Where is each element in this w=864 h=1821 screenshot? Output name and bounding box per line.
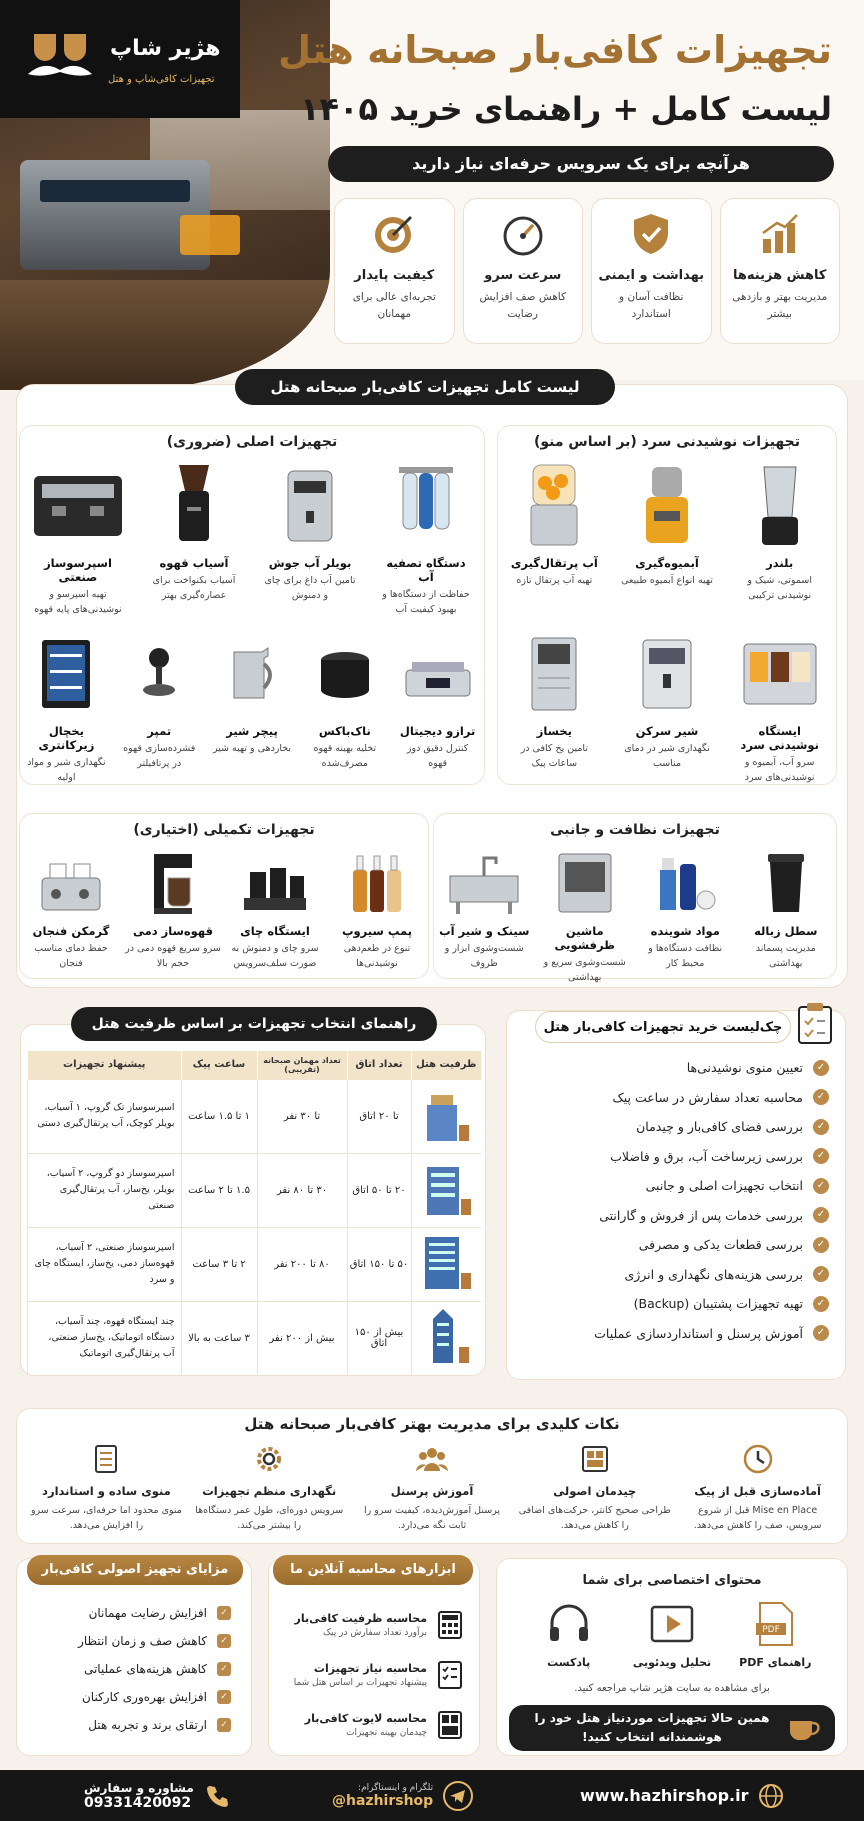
gear-icon (253, 1443, 285, 1475)
equipment-item[interactable]: تمپر فشرده‌سازی قهوه در پرتافیلتر (119, 626, 199, 785)
check-icon: ✓ (813, 1207, 829, 1223)
header (0, 0, 864, 380)
layout-calculator[interactable]: محاسبه لایوت کافی‌بار چیدمان بهینه تجهیزات (267, 1703, 463, 1747)
social-label: تلگرام و اینستاگرام: (358, 1782, 434, 1793)
table-row: ۲۰ تا ۵۰ اتاق ۳۰ تا ۸۰ نفر ۱.۵ تا ۲ ساعت اسپرسوساز دو گروپ، ۲ آسیاب، بویلر، یخ‌ساز، آب پرتقال‌گیری صنعتی (28, 1153, 482, 1227)
equipment-item[interactable]: بلندر اسموتی، شیک و نوشیدنی ترکیبی (732, 458, 828, 603)
list-item: ✓ بررسی فضای کافی‌بار و چیدمان (521, 1112, 829, 1142)
cold-drinks-group: تجهیزات نوشیدنی سرد (بر اساس منو) بلندر اسموتی، شیک و نوشیدنی ترکیبی آبمیوه‌گیری تهیه انواع آبمیوه طبیعی آب پرتقال‌گیری تهیه آب پرتقال تازه ایستگاه نوشیدنی سرد سرو آب، آبمیوه و نوشیدنی‌های سرد شیر سرکن نگهداری شیر در دمای مناسب یخساز تامین یخ کافی در ساعات پیک (497, 425, 837, 785)
cold-drink-station-icon (740, 634, 820, 714)
list-item: ✓ انتخاب تجهیزات اصلی و جانبی (521, 1171, 829, 1201)
equipment-item[interactable]: آبمیوه‌گیری تهیه انواع آبمیوه طبیعی (619, 458, 715, 603)
benefits-row (334, 198, 840, 344)
juicer-icon (634, 461, 700, 551)
drip-coffee-maker-icon (148, 850, 198, 916)
phone-icon (204, 1783, 230, 1809)
dishwasher-icon (555, 850, 615, 916)
tips-title: نکات کلیدی برای مدیریت بهتر کافی‌بار صبحانه هتل (244, 1415, 620, 1433)
medium-hotel-icon (419, 1159, 473, 1219)
pdf-icon (752, 1601, 798, 1647)
cup-warmer-icon (36, 850, 106, 916)
check-icon: ✓ (813, 1325, 829, 1341)
under-counter-fridge-icon (38, 636, 94, 712)
check-icon: ✓ (813, 1237, 829, 1253)
list-item: ✓ تعیین منوی نوشیدنی‌ها (521, 1053, 829, 1083)
table-row: تا ۲۰ اتاق تا ۳۰ نفر ۱ تا ۱.۵ ساعت اسپرسوساز تک گروپ، ۱ آسیاب، بویلر کوچک، آب پرتقال‌گیری دستی (28, 1079, 482, 1153)
brand-logo[interactable] (0, 0, 240, 118)
layout-icon (579, 1443, 611, 1475)
coffee-cup-icon (787, 1713, 821, 1743)
equipment-item[interactable]: پمپ سیروپ تنوع در طعم‌دهی نوشیدنی‌ها (329, 844, 425, 971)
benefit-card: بهداشت و ایمنی نظافت آسان و استاندارد (591, 198, 712, 344)
clock-icon (742, 1443, 774, 1475)
orange-juicer-icon (521, 461, 587, 551)
knock-box-icon (315, 644, 375, 704)
key-tips (16, 1408, 848, 1544)
speedometer-icon (500, 211, 546, 257)
video-analysis-link[interactable]: تحلیل ویدئویی (627, 1601, 717, 1669)
tip-card: منوی ساده و استاندارد منوی محدود اما حرفه‌ای، سرعت سرو را افزایش می‌دهد. (28, 1443, 184, 1533)
brand-tagline: تجهیزات کافی‌شاپ و هتل (108, 74, 215, 85)
equipment-list-section (16, 378, 848, 988)
list-item: ✓ ارتقای برند و تجربه هتل (78, 1711, 231, 1739)
list-item: ✓ بررسی قطعات یدکی و مصرفی (521, 1230, 829, 1260)
equipment-item[interactable]: آب پرتقال‌گیری تهیه آب پرتقال تازه (506, 458, 602, 603)
svg-text:PDF: PDF (762, 1625, 781, 1635)
telegram-icon (443, 1781, 473, 1811)
tools-title: ابزارهای محاسبه آنلاین ما (273, 1555, 473, 1585)
water-filter-icon (393, 461, 459, 551)
grid-calc-icon (437, 1710, 463, 1740)
staff-icon (416, 1443, 448, 1475)
detergent-icon (652, 850, 718, 916)
equipment-item[interactable]: آسیاب قهوه آسیاب بکنواخت برای عصاره‌گیری بهتر (146, 458, 242, 617)
list-section-title: لیست کامل تجهیزات کافی‌بار صبحانه هتل (235, 369, 615, 405)
list-item: ✓ بررسی هزینه‌های نگهداری و انرژی (521, 1260, 829, 1290)
check-icon: ✓ (813, 1296, 829, 1312)
brand-name: هژیر شاپ (110, 36, 221, 61)
list-item: ✓ کاهش صف و زمان انتظار (78, 1627, 231, 1655)
equipment-item[interactable]: سطل زباله مدیریت پسماند بهداشتی (738, 844, 834, 985)
table-row: ۵۰ تا ۱۵۰ اتاق ۸۰ تا ۲۰۰ نفر ۲ تا ۳ ساعت اسپرسوساز صنعتی، ۲ آسیاب، قهوه‌ساز دمی، یخ‌ساز، ایستگاه چای و سرد (28, 1227, 482, 1301)
menu-list-icon (90, 1443, 122, 1475)
mustache-cup-icon (24, 28, 96, 88)
page-subtitle: لیست کامل + راهنمای خرید ۱۴۰۵ (299, 90, 832, 128)
checklist-title: چک‌لیست خرید تجهیزات کافی‌بار هتل (535, 1011, 791, 1043)
website-link[interactable] (580, 1770, 784, 1821)
list-item: ✓ محاسبه تعداد سفارش در ساعت پیک (521, 1083, 829, 1113)
blender-icon (750, 461, 810, 551)
play-icon (649, 1601, 695, 1647)
list-item: ✓ تهیه تجهیزات پشتیبان (Backup) (521, 1289, 829, 1319)
equipment-item[interactable]: بویلر آب جوش تامین آب داغ برای چای و دمنوش (262, 458, 358, 617)
equipment-item[interactable]: ترازو دیجیتال کنترل دقیق دوز قهوه (398, 626, 478, 785)
equipment-item[interactable]: سینک و شیر آب شست‌وشوی ابزار و ظروف (436, 844, 532, 985)
equipment-item[interactable]: شیر سرکن نگهداری شیر در دمای مناسب (619, 626, 715, 785)
phone-link[interactable] (84, 1770, 230, 1821)
capacity-table: ظرفیت هتل تعداد اتاق تعداد مهمان صبحانه (تقریبی) ساعت پیک پیشنهاد تجهیزات تا ۲۰ اتاق تا ۳۰ نفر ۱ تا ۱.۵ ساعت اسپرسوساز تک گروپ، ۱ آسیاب، بویلر کوچک، آب پرتقال‌گیری دستی ۲۰ تا ۵۰ اتاق ۳۰ تا ۸۰ نفر ۱.۵ تا ۲ ساعت اسپرسوساز دو گروپ، ۲ آسیاب، بویلر، یخ‌ساز، آب پرتقال‌گیری صنعتی ۵۰ تا ۱۵۰ اتاق ۸۰ تا ۲۰۰ نفر ۲ تا ۳ ساعت اسپرسوساز صنعتی، ۲ آسیاب، قهوه‌ساز دمی، یخ‌ساز، ایستگاه چای و سرد بیش از ۱۵۰ اتاق بیش از ۲۰۰ نفر ۳ ساعت به بالا چند ایستگاه قهوه، چند آسیاب، دستگاه اتوماتیک، یخ‌ساز صنعتی، آب پرتقال‌گیری اتوماتیک (27, 1051, 481, 1375)
headphones-icon (546, 1601, 592, 1647)
milk-pitcher-icon (222, 644, 282, 704)
check-icon: ✓ (813, 1266, 829, 1282)
equipment-need-calculator[interactable]: محاسبه نیاز تجهیزات پیشنهاد تجهیزات بر اساس هتل شما (267, 1653, 463, 1697)
cleaning-group: تجهیزات نظافت و جانبی سطل زباله مدیریت پسماند بهداشتی مواد شوینده نظافت دستگاه‌ها و محیط کار ماشین ظرفشویی شست‌وشوی سریع و بهداشتی سینک و شیر آب شست‌وشوی ابزار و ظروف (433, 813, 837, 979)
equipment-item[interactable]: قهوه‌ساز دمی سرو سریع قهوه دمی در حجم بالا (125, 844, 221, 971)
check-icon: ✓ (813, 1060, 829, 1076)
capacity-calculator[interactable]: محاسبه ظرفیت کافی‌بار برآورد تعداد سفارش در پیک (267, 1603, 463, 1647)
equipment-item[interactable]: گرمکن فنجان حفظ دمای مناسب فنجان (23, 844, 119, 971)
trash-bin-icon (764, 850, 808, 916)
checklist-items (521, 1053, 829, 1348)
website-url: www.hazhirshop.ir (580, 1786, 749, 1805)
check-icon: ✓ (813, 1119, 829, 1135)
shield-check-icon (628, 211, 674, 257)
tagline-bar: هرآنچه برای یک سرویس حرفه‌ای نیاز دارید (328, 146, 834, 182)
target-icon (371, 211, 417, 257)
advantages-title: مزایای تجهیز اصولی کافی‌بار (27, 1555, 243, 1585)
pdf-guide-link[interactable]: PDF راهنمای PDF (730, 1601, 820, 1669)
social-handle: @hazhirshop (332, 1792, 434, 1809)
ice-maker-icon (526, 634, 582, 714)
tea-station-icon (240, 850, 310, 916)
equipment-item[interactable]: دستگاه تصفیه آب حفاظت از دستگاه‌ها و بهبود کیفیت آب (378, 458, 474, 617)
check-icon: ✓ (217, 1662, 231, 1676)
benefit-card: کیفیت پایدار تجربه‌ای عالی برای مهمانان (334, 198, 455, 344)
checklist-calc-icon (437, 1660, 463, 1690)
digital-scale-icon (402, 644, 474, 704)
tip-card: نگهداری منظم تجهیزات سرویس دوره‌ای، طول عمر دستگاه‌ها را بیشتر می‌کند. (191, 1443, 347, 1533)
large-hotel-icon (419, 1233, 473, 1293)
equipment-item[interactable]: یخساز تامین یخ کافی در ساعات پیک (506, 626, 602, 785)
coffee-grinder-icon (169, 461, 219, 551)
milk-dispenser-icon (635, 634, 699, 714)
check-icon: ✓ (217, 1606, 231, 1620)
check-icon: ✓ (217, 1634, 231, 1648)
check-icon: ✓ (217, 1718, 231, 1732)
list-item: ✓ بررسی خدمات پس از فروش و گارانتی (521, 1201, 829, 1231)
purchase-checklist (506, 1010, 846, 1380)
equipment-item[interactable]: مواد شوینده نظافت دستگاه‌ها و محیط کار (637, 844, 733, 985)
globe-icon (758, 1783, 784, 1809)
list-item: ✓ کاهش هزینه‌های عملیاتی (78, 1655, 231, 1683)
benefit-card: کاهش هزینه‌ها مدیریت بهتر و بازدهی بیشتر (720, 198, 841, 344)
contact-label: مشاوره و سفارش (84, 1780, 194, 1795)
exclusive-content-card: محتوای اختصاصی برای شما PDF راهنمای PDF تحلیل ویدئویی پادکست برای مشاهده به سایت هژیر شاپ مراجعه کنید. همین حالا تجهیزات موردنیاز هتل خود را هوشمندانه انتخاب کنید! (496, 1558, 848, 1756)
chart-bars-icon (757, 211, 803, 257)
phone-number: 09331420092 (84, 1794, 192, 1811)
list-item: ✓ آموزش پرسنل و استانداردسازی عملیات (521, 1319, 829, 1349)
social-link[interactable] (332, 1770, 473, 1821)
capacity-guide (20, 1016, 486, 1376)
guide-title: راهنمای انتخاب تجهیزات بر اساس ظرفیت هتل (71, 1007, 437, 1041)
boiler-icon (280, 461, 340, 551)
podcast-link[interactable]: پادکست (524, 1601, 614, 1669)
advantages-card (16, 1558, 252, 1756)
main-equipment-group: تجهیزات اصلی (ضروری) دستگاه تصفیه آب حفاظت از دستگاه‌ها و بهبود کیفیت آب بویلر آب جوش تامین آب داغ برای چای و دمنوش آسیاب قهوه آسیاب بکنواخت برای عصاره‌گیری بهتر اسپرسوساز صنعتی تهیه اسپرسو و نوشیدنی‌های پایه قهوه ترازو دیجیتال کنترل دقیق دوز قهوه ناک‌باکس تخلیه بهینه قهوه مصرف‌شده پیچر شیر بخاردهی و تهیه شیر تمپر فشرده‌سازی قهوه در پرتافیلتر یخچال زیرکانتری نگهداری شیر و مواد اولیه (19, 425, 485, 785)
extra-equipment-group: تجهیزات تکمیلی (اختیاری) پمپ سیروپ تنوع در طعم‌دهی نوشیدنی‌ها ایستگاه چای سرو چای و دمنوش به صورت سلف‌سرویس قهوه‌ساز دمی سرو سریع قهوه دمی در حجم بالا گرمکن فنجان حفظ دمای مناسب فنجان (19, 813, 429, 979)
espresso-machine-icon (30, 466, 126, 546)
cta-banner[interactable]: همین حالا تجهیزات موردنیاز هتل خود را هوشمندانه انتخاب کنید! (509, 1705, 835, 1751)
tamper-icon (134, 644, 184, 704)
equipment-item[interactable]: ناک‌باکس تخلیه بهینه قهوه مصرف‌شده (305, 626, 385, 785)
tip-card: آماده‌سازی قبل از پیک Mise en Place قبل از شروع سرویس، صف را کاهش می‌دهد. (680, 1443, 836, 1533)
benefit-card: سرعت سرو کاهش صف افزایش رضایت (463, 198, 584, 344)
check-icon: ✓ (813, 1178, 829, 1194)
equipment-item[interactable]: اسپرسوساز صنعتی تهیه اسپرسو و نوشیدنی‌های پایه قهوه (30, 458, 126, 617)
calculator-icon (437, 1610, 463, 1640)
sink-icon (446, 850, 522, 916)
clipboard-icon (795, 1001, 835, 1045)
equipment-item[interactable]: ماشین ظرفشویی شست‌وشوی سریع و بهداشتی (537, 844, 633, 985)
tip-card: آموزش پرسنل پرسنل آموزش‌دیده، کیفیت سرو را ثابت نگه می‌دارد. (354, 1443, 510, 1533)
list-item: ✓ افزایش بهره‌وری کارکنان (78, 1683, 231, 1711)
tip-card: چیدمان اصولی طراحی صحیح کانتر، حرکت‌های اضافی را کاهش می‌دهد. (517, 1443, 673, 1533)
table-row: بیش از ۱۵۰ اتاق بیش از ۲۰۰ نفر ۳ ساعت به بالا چند ایستگاه قهوه، چند آسیاب، دستگاه اتوماتیک، یخ‌ساز صنعتی، آب پرتقال‌گیری اتوماتیک (28, 1301, 482, 1375)
list-item: ✓ بررسی زیرساخت آب، برق و فاضلاب (521, 1142, 829, 1172)
online-tools-card (268, 1558, 480, 1756)
equipment-item[interactable]: یخچال زیرکانتری نگهداری شیر و مواد اولیه (26, 626, 106, 785)
check-icon: ✓ (217, 1690, 231, 1704)
check-icon: ✓ (813, 1148, 829, 1164)
page-title: تجهیزات کافی‌بار صبحانه هتل (278, 28, 832, 72)
equipment-item[interactable]: ایستگاه چای سرو چای و دمنوش به صورت سلف‌سرویس (227, 844, 323, 971)
equipment-item[interactable]: پیچر شیر بخاردهی و تهیه شیر (212, 626, 292, 785)
syrup-pump-icon (347, 850, 407, 916)
list-item: ✓ افزایش رضایت مهمانان (78, 1599, 231, 1627)
footer (0, 1770, 864, 1821)
tower-hotel-icon (419, 1307, 473, 1367)
check-icon: ✓ (813, 1089, 829, 1105)
small-hotel-icon (419, 1085, 473, 1145)
equipment-item[interactable]: ایستگاه نوشیدنی سرد سرو آب، آبمیوه و نوشیدنی‌های سرد (732, 626, 828, 785)
